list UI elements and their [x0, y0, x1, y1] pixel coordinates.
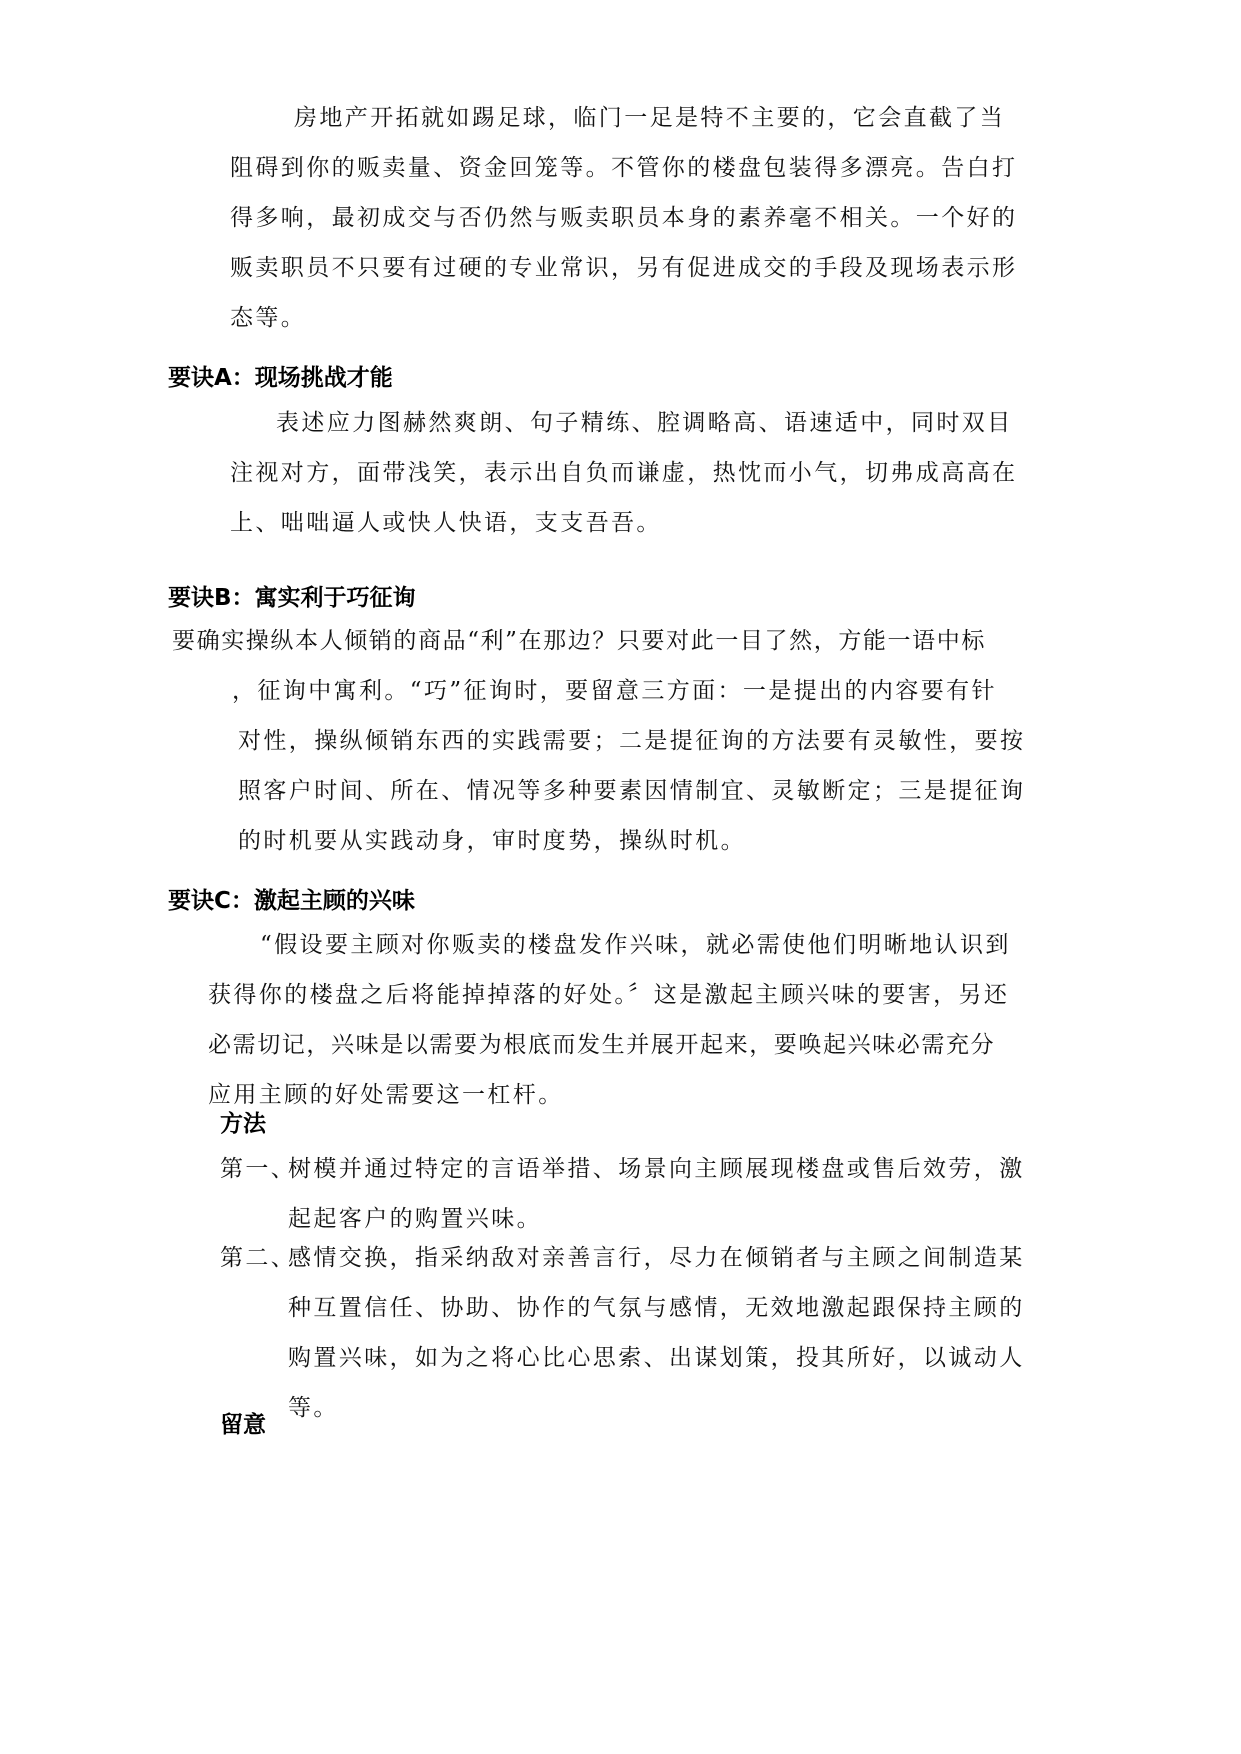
section-c-line: 必需切记，兴味是以需要为根底而发生并展开起来，要唤起兴味必需充分: [208, 1032, 996, 1058]
method-2-label: 第二、: [220, 1245, 297, 1271]
section-a-line: 注视对方，面带浅笑，表示出自负而谦虚，热忱而小气，切弗成高高在: [230, 460, 1018, 486]
intro-line: 贩卖职员不只要有过硬的专业常识，另有促进成交的手段及现场表示形: [230, 255, 1018, 281]
method-2-line: 购置兴味，如为之将心比心思索、出谋划策，投其所好，以诚动人: [288, 1345, 1025, 1371]
intro-line: 态等。: [230, 305, 307, 331]
method-1-label: 第一、: [220, 1156, 297, 1182]
intro-line: 阻碍到你的贩卖量、资金回笼等。不管你的楼盘包装得多漂亮。告白打: [230, 155, 1018, 181]
intro-line: 得多响，最初成交与否仍然与贩卖职员本身的素养毫不相关。一个好的: [230, 205, 1018, 231]
method-2-line: 等。: [288, 1395, 339, 1421]
method-2-line: 感情交换，指采纳敌对亲善言行，尽力在倾销者与主顾之间制造某: [288, 1245, 1025, 1271]
methods-heading: 方法: [220, 1111, 266, 1137]
section-b-line: 对性，操纵倾销东西的实践需要；二是提征询的方法要有灵敏性，要按: [238, 728, 1026, 754]
section-a-heading: 要诀A：现场挑战才能: [168, 365, 393, 391]
section-a-line: 上、咄咄逼人或快人快语，支支吾吾。: [230, 510, 662, 536]
section-c-line: “假设要主顾对你贩卖的楼盘发作兴味，就必需使他们明晰地认识到: [260, 932, 1011, 958]
section-c-line: 获得你的楼盘之后将能掉掉落的好处。〞这是激起主顾兴味的要害，另还: [208, 982, 1010, 1008]
notes-heading: 留意: [220, 1412, 266, 1438]
method-1-text: [288, 1144, 1025, 1244]
section-c-line: 应用主顾的好处需要这一杠杆。: [208, 1082, 564, 1108]
section-b-heading: 要诀B：寓实利于巧征询: [168, 585, 416, 611]
method-1-line: 树模并通过特定的言语举措、场景向主顾展现楼盘或售后效劳，激: [288, 1156, 1025, 1182]
section-c-heading: 要诀C：激起主顾的兴味: [168, 888, 415, 914]
section-b-paragraph: [172, 616, 1025, 866]
method-2-line: 种互置信任、协助、协作的气氛与感情，无效地激起跟保持主顾的: [288, 1295, 1025, 1321]
section-b-line: ，征询中寓利。“巧”征询时，要留意三方面：一是提出的内容要有针: [232, 678, 997, 704]
section-a-line: 表述应力图赫然爽朗、句子精练、腔调略高、语速适中，同时双目: [276, 410, 1013, 436]
method-2-text: [288, 1233, 1025, 1433]
method-1-line: 起起客户的购置兴味。: [288, 1206, 542, 1232]
intro-paragraph: [230, 93, 1017, 343]
section-b-line: 照客户时间、所在、情况等多种要素因情制宜、灵敏断定；三是提征询: [238, 778, 1026, 804]
section-c-paragraph: [208, 920, 1011, 1120]
section-b-line: 要确实操纵本人倾销的商品“利”在那边？只要对此一目了然，方能一语中标: [172, 628, 986, 654]
section-a-paragraph: [230, 398, 1017, 548]
intro-line: 房地产开拓就如踢足球，临门一足是特不主要的，它会直截了当: [294, 105, 1006, 131]
section-b-line: 的时机要从实践动身，审时度势，操纵时机。: [238, 828, 746, 854]
